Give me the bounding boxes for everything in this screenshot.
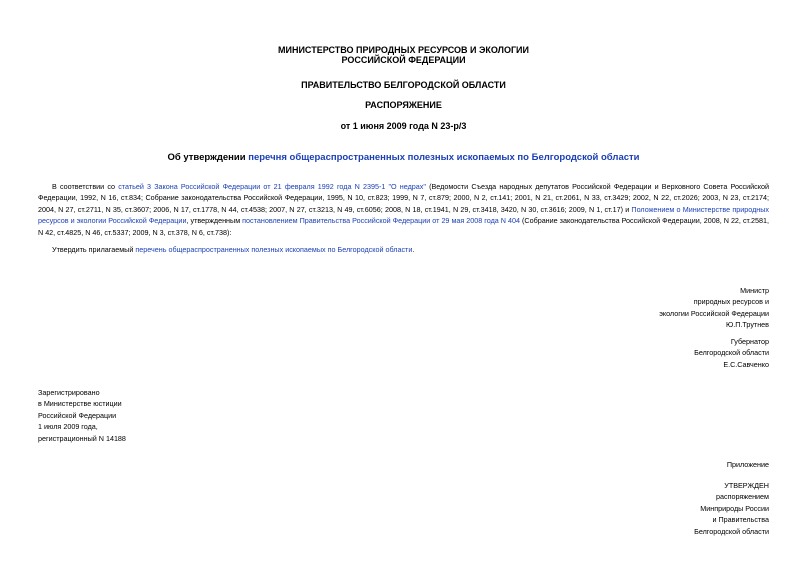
law-link[interactable]: статьей 3 Закона Российской Федерации от 21 февраля 1992 года N 2395-1 "О недрах" (118, 182, 426, 191)
ministry-heading (0, 45, 807, 65)
sig2-line1: Губернатор (730, 337, 769, 346)
list-link[interactable]: перечень общераспространенных полезных ископаемых по Белгородской области (135, 245, 413, 254)
sig2-line2: Белгородской области (694, 348, 769, 358)
paragraph-approve (38, 244, 769, 255)
signature-governor (469, 336, 769, 370)
registration-block (38, 387, 338, 444)
sig1-line4: Ю.П.Трутнев (726, 320, 769, 330)
signature-minister (469, 285, 769, 331)
sig2-line3: Е.С.Савченко (723, 359, 769, 369)
title-prefix: Об утверждении (167, 152, 249, 163)
app-line4: и Правительства (712, 515, 769, 525)
p1-text-1: В соответствии со (52, 182, 119, 191)
government-heading: ПРАВИТЕЛЬСТВО БЕЛГОРОДСКОЙ ОБЛАСТИ (301, 80, 506, 90)
reg-line3: Российской Федерации (38, 410, 117, 420)
p1-text-4: (Собрание законодательства Российской Федерации, 2008, N 22, ст.2581, N 42, ст.4825, N 46, ст.5337; 2009, N 3, ст.378, N 6, ст.738): (38, 216, 770, 237)
app-line2: распоряжением (715, 492, 769, 502)
resolution-link[interactable]: постановлением Правительства Российской Федерации от 29 мая 2008 года N 404 (242, 216, 520, 226)
document-type: РАСПОРЯЖЕНИЕ (365, 100, 442, 110)
reg-line1: Зарегистрировано (38, 388, 100, 397)
app-line3: Минприроды России (700, 503, 769, 513)
ministry-line2: РОССИЙСКОЙ ФЕДЕРАЦИИ (341, 55, 466, 65)
sig1-line3: экологии Российской Федерации (659, 308, 769, 318)
paragraph-basis (38, 181, 769, 238)
document-date-number: от 1 июня 2009 года N 23-р/3 (340, 121, 467, 131)
p1-text-3: , утвержденным (186, 216, 243, 226)
appendix-approval (469, 480, 769, 537)
p2-text-2: . (412, 245, 415, 254)
p1-text-2: (Ведомости Съезда народных депутатов Российской Федерации и Верховного Совета Российской Федерации, 1992, N 16, ст.834; Собрание законодательства Российской Федерации, 1995, N 10, ст.823; 1999, N 7, ст.879; 2000, N 2, ст.141; 2001, N 21, ст.2061, N 33, ст.3429; 2002, N 22, ст.2026; 2003, N 23, ст.2174; 2004, N 27, ст.2711, N 35, ст.3607; 2006, N 17, ст.1778, N 44, ст.4538; 2007, N 27, ст.3213, N 49, ст.6056; 2008, N 18, ст.1941, N 29, ст.3418, 3420, N 30, ст.3616; 2009, N 1, ст.17) и (38, 182, 769, 214)
sig1-line1: Министр (740, 286, 769, 295)
document-title (0, 152, 807, 163)
p2-text-1: Утвердить прилагаемый (52, 245, 136, 254)
ministry-line1: МИНИСТЕРСТВО ПРИРОДНЫХ РЕСУРСОВ И ЭКОЛОГИИ (277, 45, 529, 55)
sig1-line2: природных ресурсов и (693, 297, 769, 307)
regulation-link[interactable]: Положением о Министерстве природных ресурсов и экологии Российской Федерации (38, 204, 769, 226)
reg-line2: в Министерстве юстиции (38, 399, 122, 409)
appendix-label: Приложение (726, 460, 769, 469)
reg-line4: 1 июля 2009 года, (38, 422, 98, 432)
reg-line5: регистрационный N 14188 (38, 433, 126, 443)
title-link[interactable]: перечня общераспространенных полезных ископаемых по Белгородской области (248, 152, 640, 163)
app-line1: УТВЕРЖДЕН (724, 481, 769, 490)
app-line5: Белгородской области (694, 526, 769, 536)
